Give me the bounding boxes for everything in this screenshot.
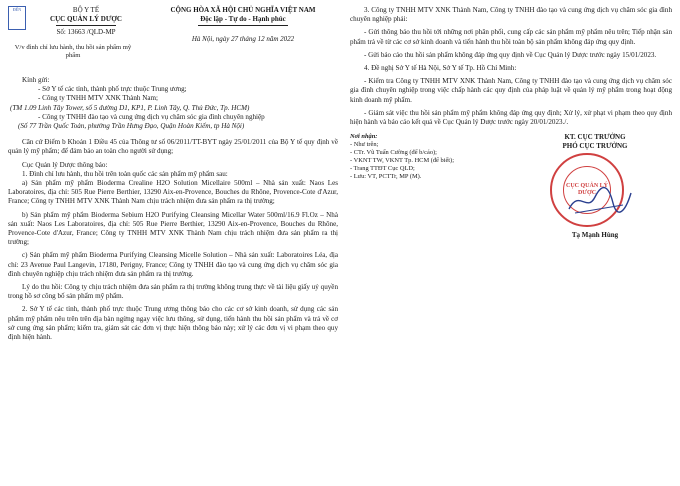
body-paragraph: 1. Đình chỉ lưu hành, thu hồi trên toàn quốc các sản phẩm mỹ phẩm sau:	[22, 169, 228, 178]
signer-name: Tạ Mạnh Hùng	[571, 231, 619, 240]
signer-title-line1: KT. CỤC TRƯỞNG	[564, 133, 626, 142]
recipient-entry: - CTr. Vũ Tuấn Cường (để b/cáo);	[350, 149, 437, 157]
issuing-organization	[26, 6, 146, 37]
body-paragraph: - Giám sát việc thu hồi sản phẩm mỹ phẩm không đáp ứng quy định; Xử lý, xử phạt vi phạm theo quy định hiện hành và báo cáo kết quả về Cục Quản lý Dược trước ngày 20/01/2023./.	[350, 108, 672, 127]
body-paragraph: 3. Công ty TNHH MTV XNK Thành Nam, Công ty TNHH đào tạo và cung ứng dịch vụ chăm sóc gia đình chuyên nghiệp phải:	[350, 6, 672, 24]
national-heading	[148, 6, 338, 28]
recipient-address: (Số 77 Trần Quốc Toản, phường Trần Hưng Đạo, Quận Hoàn Kiếm, tp Hà Nội)	[18, 122, 245, 131]
received-stamp	[8, 6, 26, 30]
body-paragraph: 4. Đề nghị Sở Y tế Hà Nội, Sở Y tế Tp. Hồ Chí Minh:	[364, 64, 517, 73]
body-paragraph: c) Sản phẩm mỹ phẩm Bioderma Purifying Cleansing Micelle Solution – Nhà sản xuất: Laboratoires Léa, địa chỉ: 23 Avenue Paul Langevin, 17180, Perigny, France; Công ty TNHH đào tạo và cung ứng dịch vụ chăm sóc gia đình chuyên nghiệp chịu trách nhiệm đưa sản phẩm ra thị trường.	[8, 251, 338, 278]
national-motto: Độc lập - Tự do - Hạnh phúc	[200, 15, 286, 23]
issue-date: Hà Nội, ngày 27 tháng 12 năm 2022	[191, 35, 295, 43]
left-column	[8, 6, 338, 342]
recipient-item: - Công ty TNHH đào tạo và cung ứng dịch vụ chăm sóc gia đình chuyên nghiệp	[38, 112, 265, 121]
received-stamp-text: ĐẾN	[12, 7, 22, 12]
handwritten-signature	[565, 183, 635, 219]
body-paragraph: b) Sản phẩm mỹ phẩm Bioderma Sebium H2O Purifying Cleansing Micellar Water 500ml/16.9 Fl.Oz – Nhà sản xuất: Naos Les Laboratoires, địa chỉ: 505 Rue Pierre Berthier, 13290 Aix-en-Provence, Bouches du Rhône, Provence-Cote d'Azur, France; Công ty TNHH MTV XNK Thành Nam chịu trách nhiệm đưa sản phẩm ra thị trường;	[8, 210, 338, 247]
recipient-entry: - VKNT TW, VKNT Tp. HCM (để biết);	[350, 157, 454, 165]
recipient-item: - Công ty TNHH MTV XNK Thành Nam;	[38, 94, 158, 103]
recipient-entry: - Trang TTĐT Cục QLD;	[350, 165, 415, 173]
signer-title-line2: PHÓ CỤC TRƯỞNG	[562, 142, 628, 151]
motto-divider	[198, 25, 288, 26]
spacer	[8, 131, 338, 138]
ministry-name: BỘ Y TẾ	[72, 6, 100, 14]
header-divider	[56, 25, 116, 26]
recipient-list	[10, 85, 338, 131]
body-paragraph: 2. Sở Y tế các tỉnh, thành phố trực thuộc Trung ương thông báo cho các cơ sở kinh doanh, sử dụng các sản phẩm mỹ phẩm nêu trên trên địa bàn ngừng ngay việc lưu thông, sử dụng, tiến hành thu hồi sản phẩm và trả về cơ sở cung ứng sản phẩm; kiểm tra, giám sát các đơn vị thực hiện thông báo này; xử lý các đơn vị vi phạm theo quy định hiện hành.	[8, 305, 338, 342]
body-paragraph: Cục Quản lý Dược thông báo:	[22, 160, 108, 169]
republic-title: CỘNG HÒA XÃ HỘI CHỦ NGHĨA VIỆT NAM	[170, 6, 316, 14]
body-paragraph: - Kiểm tra Công ty TNHH MTV XNK Thành Nam, Công ty TNHH đào tạo và cung ứng dịch vụ chăm sóc gia đình chuyên nghiệp trong việc chấp hành các quy định của pháp luật về quản lý mỹ phẩm trong hoạt động kinh doanh mỹ phẩm.	[350, 77, 672, 104]
signature-block	[350, 133, 672, 253]
recipient-entry: - Lưu: VT, PCTTr, MP (M).	[350, 173, 422, 181]
department-name: CỤC QUẢN LÝ DƯỢC	[50, 15, 122, 23]
body-paragraph: - Gửi báo cáo thu hồi sản phẩm không đáp ứng quy định về Cục Quản lý Dược trước ngày 15/01/2023.	[364, 50, 657, 59]
recipients-title: Nơi nhận:	[350, 133, 378, 141]
greeting: Kính gửi:	[22, 76, 50, 84]
body-paragraph: Căn cứ Điểm b Khoản 1 Điều 45 của Thông tư số 06/2011/TT-BYT ngày 25/01/2011 của Bộ Y tế quy định về quản lý mỹ phẩm; để đảm bảo an toàn cho người sử dụng;	[8, 138, 338, 156]
doc-number: Số: 13663 /QLD-MP	[56, 28, 116, 36]
right-column	[350, 6, 672, 253]
body-paragraph: - Gửi thông báo thu hồi tới những nơi phân phối, cung cấp các sản phẩm mỹ phẩm nêu trên; Tiếp nhận sản phẩm trả về từ các cơ sở kinh doanh và tiến hành thu hồi toàn bộ sản phẩm không đáp ứng quy định.	[350, 28, 672, 46]
document-header	[8, 6, 338, 76]
recipient-address: (TM 1.09 Linh Tây Tower, số 5 đường D1, KP1, P. Linh Tây, Q. Thủ Đức, Tp. HCM)	[10, 103, 250, 112]
body-paragraph: a) Sản phẩm mỹ phẩm Bioderma Crealine H2O Solution Micellaire 500ml – Nhà sản xuất: Naos Les Laboratoires, địa chỉ: 505 Rue Pierre Berthier, 13290 Aix-en-Provence, Bouches du Rhône, Provence-Cote d'Azur, France; Công ty TNHH MTV XNK Thành Nam chịu trách nhiệm đưa sản phẩm ra thị trường;	[8, 179, 338, 206]
recipient-item: - Sở Y tế các tỉnh, thành phố trực thuộc Trung ương;	[38, 85, 187, 94]
seal-text: CỤC QUẢN LÝ DƯỢC	[566, 183, 608, 197]
body-paragraph: Lý do thu hồi: Công ty chịu trách nhiệm đưa sản phẩm ra thị trường không trung thực về tài liệu giấy uỷ quyền trong hồ sơ công bố sản phẩm mỹ phẩm.	[8, 283, 338, 301]
recipient-entry: - Như trên;	[350, 141, 379, 149]
recipients-block	[350, 133, 500, 181]
signer-title	[520, 133, 670, 151]
document-subject: V/v đình chỉ lưu hành, thu hồi sản phẩm mỹ phẩm	[14, 44, 132, 59]
